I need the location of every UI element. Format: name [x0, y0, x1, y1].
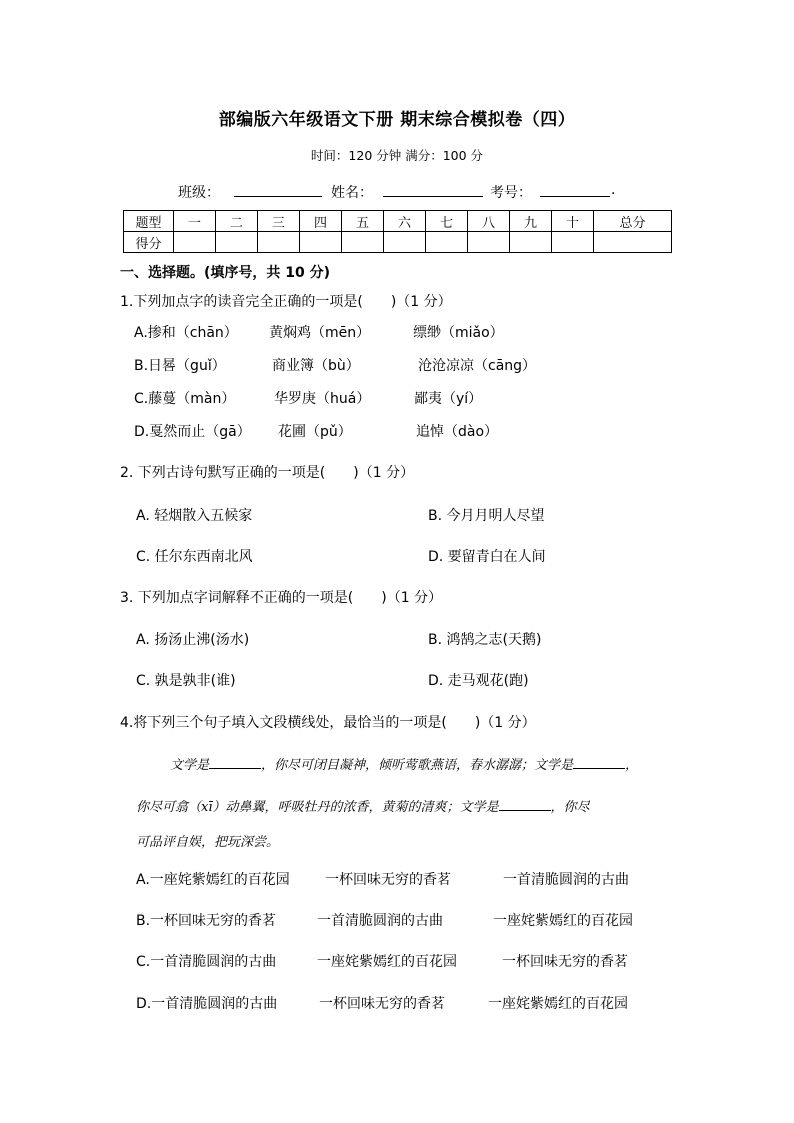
passage-text: ，你尽可闭目凝神，倾听莺歌燕语，春水潺潺；文学是: [261, 758, 574, 773]
exam-time-score: 时间：120 分钟 满分：100 分: [310, 148, 484, 163]
score-col-2: 二: [216, 211, 258, 232]
q2-option-b: B. 今月月明人尽望: [428, 508, 545, 524]
score-col-8: 八: [468, 211, 510, 232]
q2-option-c: C. 任尔东西南北风: [136, 549, 253, 565]
score-col-1: 一: [174, 211, 216, 232]
exam-number-field[interactable]: [540, 182, 610, 201]
score-cell[interactable]: [468, 232, 510, 253]
q3-option-a: A. 扬汤止沸(汤水): [136, 632, 250, 648]
q2-option-a: A. 轻烟散入五候家: [136, 508, 253, 524]
score-col-6: 六: [384, 211, 426, 232]
score-cell[interactable]: [552, 232, 594, 253]
score-table-header-row: [124, 211, 672, 232]
q4-option-d-1: D.一首清脆圆润的古曲: [136, 996, 278, 1012]
class-label: 班级：: [178, 185, 220, 201]
score-cell[interactable]: [426, 232, 468, 253]
q1-option-c-1: C.藤蔓（màn）: [134, 391, 236, 407]
passage-text: ，你尽: [550, 800, 590, 815]
score-table-header-label: 题型: [124, 211, 174, 232]
page-title: 部编版六年级语文下册 期末综合模拟卷（四）: [218, 110, 576, 130]
q1-option-a-2: 黄焖鸡（mēn）: [269, 325, 371, 341]
passage-blank-3: [499, 798, 551, 811]
score-cell[interactable]: [342, 232, 384, 253]
q4-option-a-3: 一首清脆圆润的古曲: [503, 872, 629, 888]
question-2-stem: 2. 下列古诗句默写正确的一项是( )（1 分）: [120, 465, 415, 481]
q4-passage-line-2: [136, 796, 590, 815]
q4-option-d-2: 一杯回味无穷的香茗: [319, 996, 445, 1012]
score-cell[interactable]: [174, 232, 216, 253]
q2-option-d: D. 要留青白在人间: [428, 549, 546, 565]
q4-passage-line-3: 可品评自娱，把玩深尝。: [136, 835, 280, 850]
score-cell[interactable]: [300, 232, 342, 253]
score-cell[interactable]: [258, 232, 300, 253]
q3-option-c: C. 孰是孰非(谁): [136, 673, 236, 689]
exam-number-label: 考号：: [490, 185, 532, 201]
q4-option-d-3: 一座姹紫嫣红的百花园: [488, 996, 628, 1012]
question-1-stem: 1.下列加点字的读音完全正确的一项是( )（1 分）: [120, 294, 452, 310]
q1-option-c-3: 鄙夷（yí）: [414, 391, 483, 407]
score-col-total: 总分: [594, 211, 672, 232]
passage-blank-1: [209, 756, 261, 769]
score-col-10: 十: [552, 211, 594, 232]
trailing-dot: .: [611, 182, 616, 198]
score-cell-total[interactable]: [594, 232, 672, 253]
q3-option-b: B. 鸿鹄之志(天鹅): [428, 632, 542, 648]
score-col-5: 五: [342, 211, 384, 232]
score-col-3: 三: [258, 211, 300, 232]
q4-option-a-1: A.一座姹紫嫣红的百花园: [136, 872, 290, 888]
passage-text: 文学是: [170, 758, 210, 773]
score-table-score-row: [124, 232, 672, 253]
passage-blank-2: [573, 756, 625, 769]
score-row-label: 得分: [124, 232, 174, 253]
score-cell[interactable]: [510, 232, 552, 253]
score-cell[interactable]: [216, 232, 258, 253]
q1-option-a-1: A.掺和（chān）: [134, 325, 238, 341]
class-field[interactable]: [234, 182, 322, 201]
score-table: [123, 210, 672, 253]
q4-option-c-2: 一座姹紫嫣红的百花园: [317, 954, 457, 970]
q1-option-a-3: 缥缈（miǎo）: [413, 325, 504, 341]
q4-option-a-2: 一杯回味无穷的香茗: [325, 872, 451, 888]
q4-option-b-2: 一首清脆圆润的古曲: [317, 913, 443, 929]
question-4-stem: 4.将下列三个句子填入文段横线处，最恰当的一项是( )（1 分）: [120, 715, 536, 731]
score-col-7: 七: [426, 211, 468, 232]
q1-option-b-1: B.日晷（guǐ）: [134, 358, 226, 374]
q4-option-b-1: B.一杯回味无穷的香茗: [136, 913, 277, 929]
q1-option-d-3: 追悼（dào）: [416, 424, 499, 440]
q4-option-c-1: C.一首清脆圆润的古曲: [136, 954, 277, 970]
passage-text: 你尽可翕（xī）动鼻翼，呼吸牡丹的浓香，黄菊的清爽；文学是: [136, 800, 499, 815]
q3-option-d: D. 走马观花(跑): [428, 673, 529, 689]
q1-option-d-2: 花圃（pǔ）: [278, 424, 352, 440]
q4-option-b-3: 一座姹紫嫣红的百花园: [493, 913, 633, 929]
q4-option-c-3: 一杯回味无穷的香茗: [502, 954, 628, 970]
question-3-stem: 3. 下列加点字词解释不正确的一项是( )（1 分）: [120, 590, 443, 606]
score-col-4: 四: [300, 211, 342, 232]
score-col-9: 九: [510, 211, 552, 232]
passage-text: ，: [625, 758, 639, 773]
name-field[interactable]: [383, 182, 483, 201]
q1-option-d-1: D.戛然而止（gā）: [134, 424, 251, 440]
q1-option-b-2: 商业簿（bù）: [272, 358, 360, 374]
q1-option-b-3: 沧沧凉凉（cāng）: [418, 358, 537, 374]
score-cell[interactable]: [384, 232, 426, 253]
q1-option-c-2: 华罗庚（huá）: [274, 391, 371, 407]
section-title: 一、选择题。(填序号，共 10 分): [120, 265, 331, 281]
q4-passage-line-1: [170, 754, 638, 773]
name-label: 姓名：: [331, 185, 373, 201]
